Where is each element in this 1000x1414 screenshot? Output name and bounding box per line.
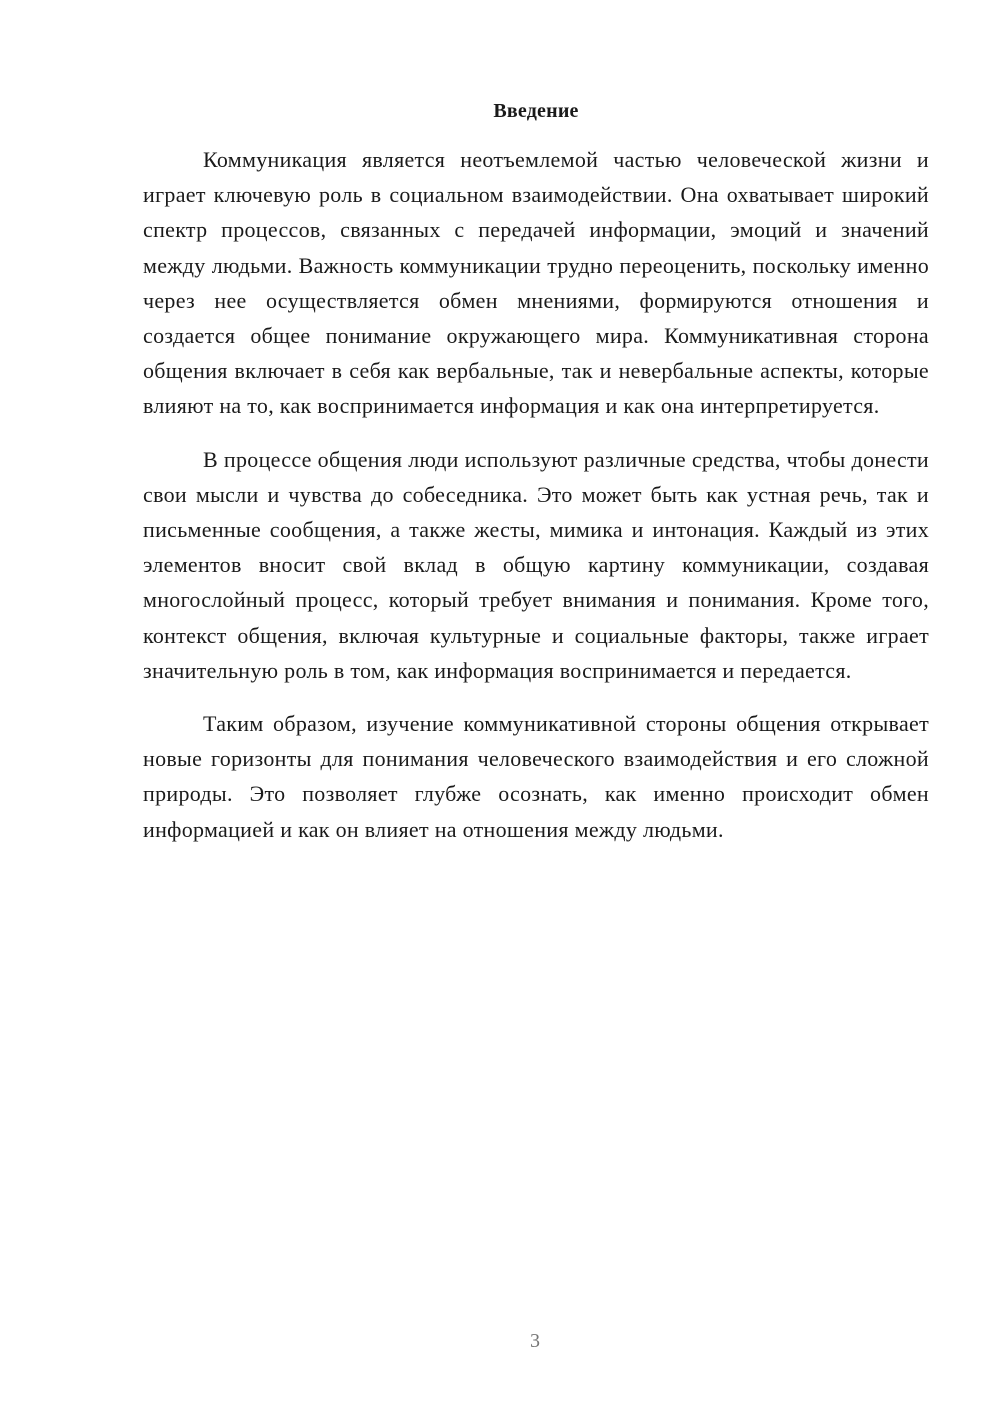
paragraph-2: В процессе общения люди используют различные средства, чтобы донести свои мысли и чувства до собеседника. Это может быть как устная речь, так и письменные сообщения, а также жесты, мимика и интонация. Каждый из этих элементов вносит свой вклад в общую картину коммуникации, создавая многослойный процесс, который требует внимания и понимания. Кроме того, контекст общения, включая культурные и социальные факторы, также играет значительную роль в том, как информация воспринимается и передается. xyxy=(143,446,929,683)
page-number: 3 xyxy=(530,1330,540,1352)
page-content xyxy=(143,94,929,865)
paragraph-3: Таким образом, изучение коммуникативной стороны общения открывает новые горизонты для понимания человеческого взаимодействия и его сложной природы. Это позволяет глубже осознать, как именно происходит обмен информацией и как он влияет на отношения между людьми. xyxy=(143,711,929,842)
page-title: Введение xyxy=(493,100,579,122)
paragraph-1: Коммуникация является неотъемлемой частью человеческой жизни и играет ключевую роль в социальном взаимодействии. Она охватывает широкий спектр процессов, связанных с передачей информации, эмоций и значений между людьми. Важность коммуникации трудно переоценить, поскольку именно через нее осуществляется обмен мнениями, формируются отношения и создается общее понимание окружающего мира. Коммуникативная сторона общения включает в себя как вербальные, так и невербальные аспекты, которые влияют на то, как воспринимается информация и как она интерпретируется. xyxy=(143,147,929,419)
